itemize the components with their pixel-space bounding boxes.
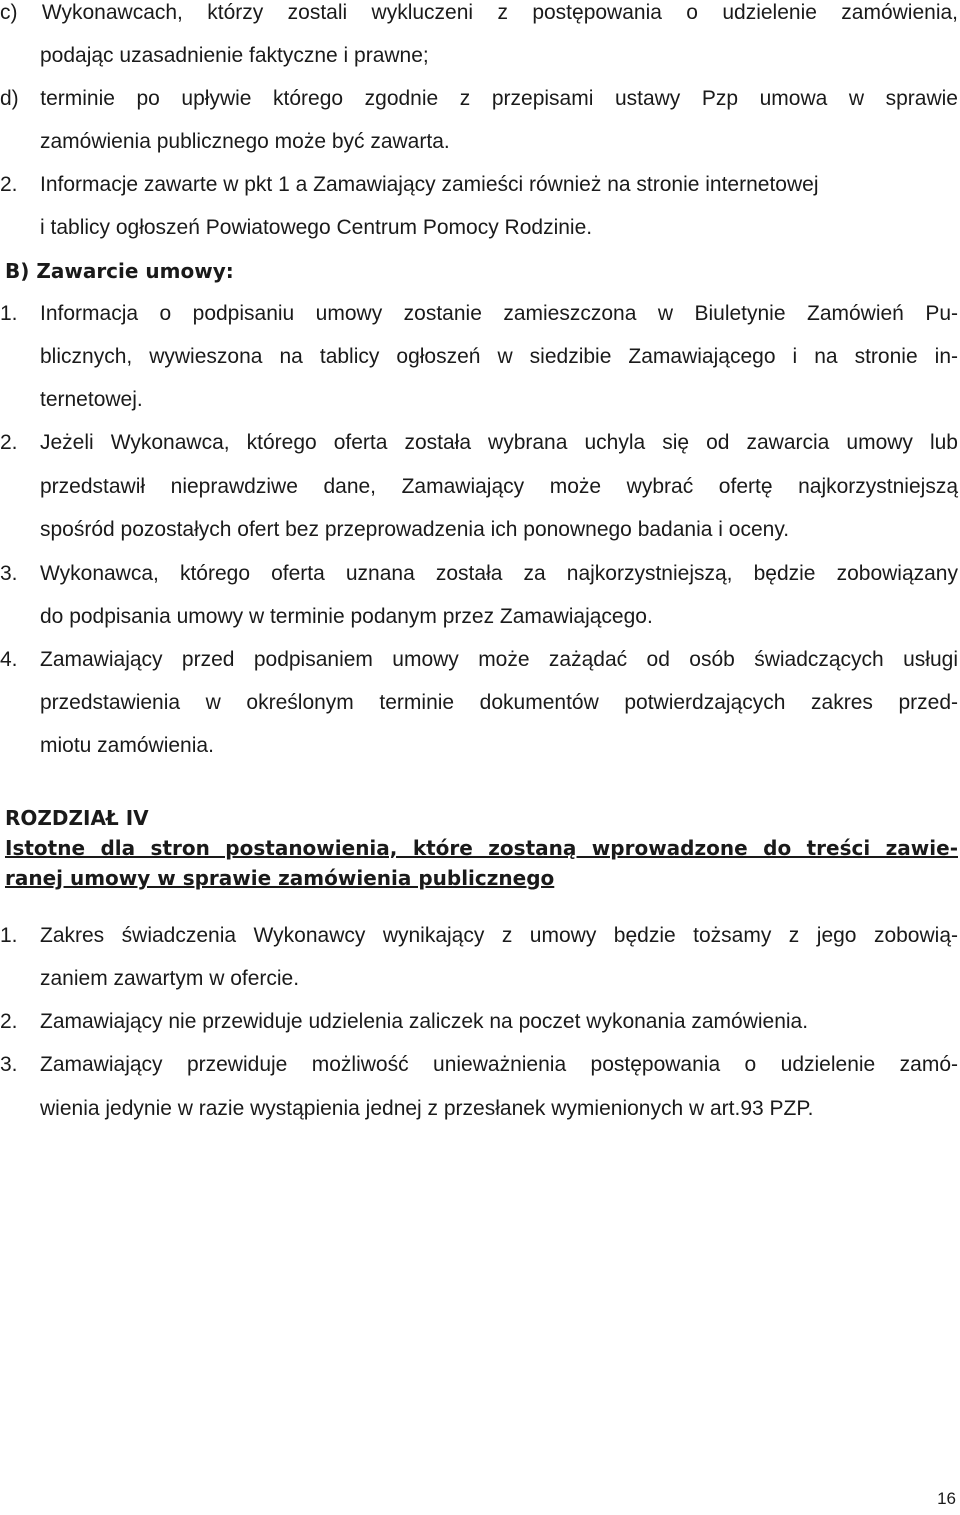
- item-text: Informacje zawarte w pkt 1 a Zamawiający zamieści również na stronie internetowej: [40, 173, 819, 196]
- item-continuation: wienia jedynie w razie wystąpienia jednej z przesłanek wymienionych w art.93 PZP.: [40, 1097, 814, 1120]
- item-number: 4.: [0, 648, 18, 671]
- item-text: Zamawiający przewiduje możliwość unieważnienia postępowania o udzielenie zamó-: [40, 1053, 958, 1076]
- item-continuation: spośród pozostałych ofert bez przeprowadzenia ich ponownego badania i oceny.: [40, 518, 790, 541]
- item-continuation: blicznych, wywieszona na tablicy ogłoszeń w siedzibie Zamawiającego i na stronie in-: [40, 345, 958, 368]
- list-item: [0, 172, 958, 198]
- list-item: [0, 430, 958, 456]
- item-number: 1.: [0, 924, 18, 947]
- list-item: [0, 1009, 958, 1035]
- chapter-subtitle-line-2: ranej umowy w sprawie zamówienia publicznego: [5, 866, 555, 890]
- item-number: 2.: [0, 431, 18, 454]
- item-number: 1.: [0, 302, 18, 325]
- page-number: 16: [937, 1489, 956, 1508]
- item-text: Zamawiający nie przewiduje udzielenia zaliczek na poczet wykonania zamówienia.: [40, 1010, 809, 1033]
- item-continuation: i tablicy ogłoszeń Powiatowego Centrum Pomocy Rodzinie.: [40, 216, 593, 239]
- item-continuation: do podpisania umowy w terminie podanym przez Zamawiającego.: [40, 605, 653, 628]
- list-item: [0, 647, 958, 673]
- item-continuation: przedstawił nieprawdziwe dane, Zamawiający może wybrać ofertę najkorzystniejszą: [40, 475, 958, 498]
- list-item: [0, 561, 958, 587]
- item-text: Zamawiający przed podpisaniem umowy może zażądać od osób świadczących usługi: [40, 648, 958, 671]
- item-text: Zakres świadczenia Wykonawcy wynikający z umowy będzie tożsamy z jego zobowią-: [40, 924, 958, 947]
- item-d-line-2: zamówienia publicznego może być zawarta.: [40, 130, 450, 153]
- item-number: 3.: [0, 562, 18, 585]
- list-item: [0, 301, 958, 327]
- list-item: [0, 1052, 958, 1078]
- chapter-title: ROZDZIAŁ IV: [5, 806, 149, 830]
- item-c-line-2: podając uzasadnienie faktyczne i prawne;: [40, 44, 429, 67]
- item-continuation: przedstawienia w określonym terminie dokumentów potwierdzających zakres przed-: [40, 691, 958, 714]
- item-continuation: zaniem zawartym w ofercie.: [40, 967, 300, 990]
- section-heading: B) Zawarcie umowy:: [5, 259, 234, 283]
- item-c-line-1: c) Wykonawcach, którzy zostali wykluczeni z postępowania o udzielenie zamówienia,: [0, 1, 958, 24]
- item-number: 3.: [0, 1053, 18, 1076]
- item-continuation: miotu zamówienia.: [40, 734, 214, 757]
- item-continuation: ternetowej.: [40, 388, 143, 411]
- item-number: 2.: [0, 1010, 18, 1033]
- item-d-line-1: d) terminie po upływie którego zgodnie z przepisami ustawy Pzp umowa w sprawie: [0, 87, 958, 110]
- item-text: Wykonawca, którego oferta uznana została za najkorzystniejszą, będzie zobowiązany: [40, 562, 958, 585]
- item-text: Informacja o podpisaniu umowy zostanie zamieszczona w Biuletynie Zamówień Pu-: [40, 302, 958, 325]
- chapter-subtitle-line-1: Istotne dla stron postanowienia, które zostaną wprowadzone do treści zawie-: [5, 836, 958, 860]
- list-item: [0, 923, 958, 949]
- item-number: 2.: [0, 173, 18, 196]
- item-text: Jeżeli Wykonawca, którego oferta została wybrana uchyla się od zawarcia umowy lub: [40, 431, 958, 454]
